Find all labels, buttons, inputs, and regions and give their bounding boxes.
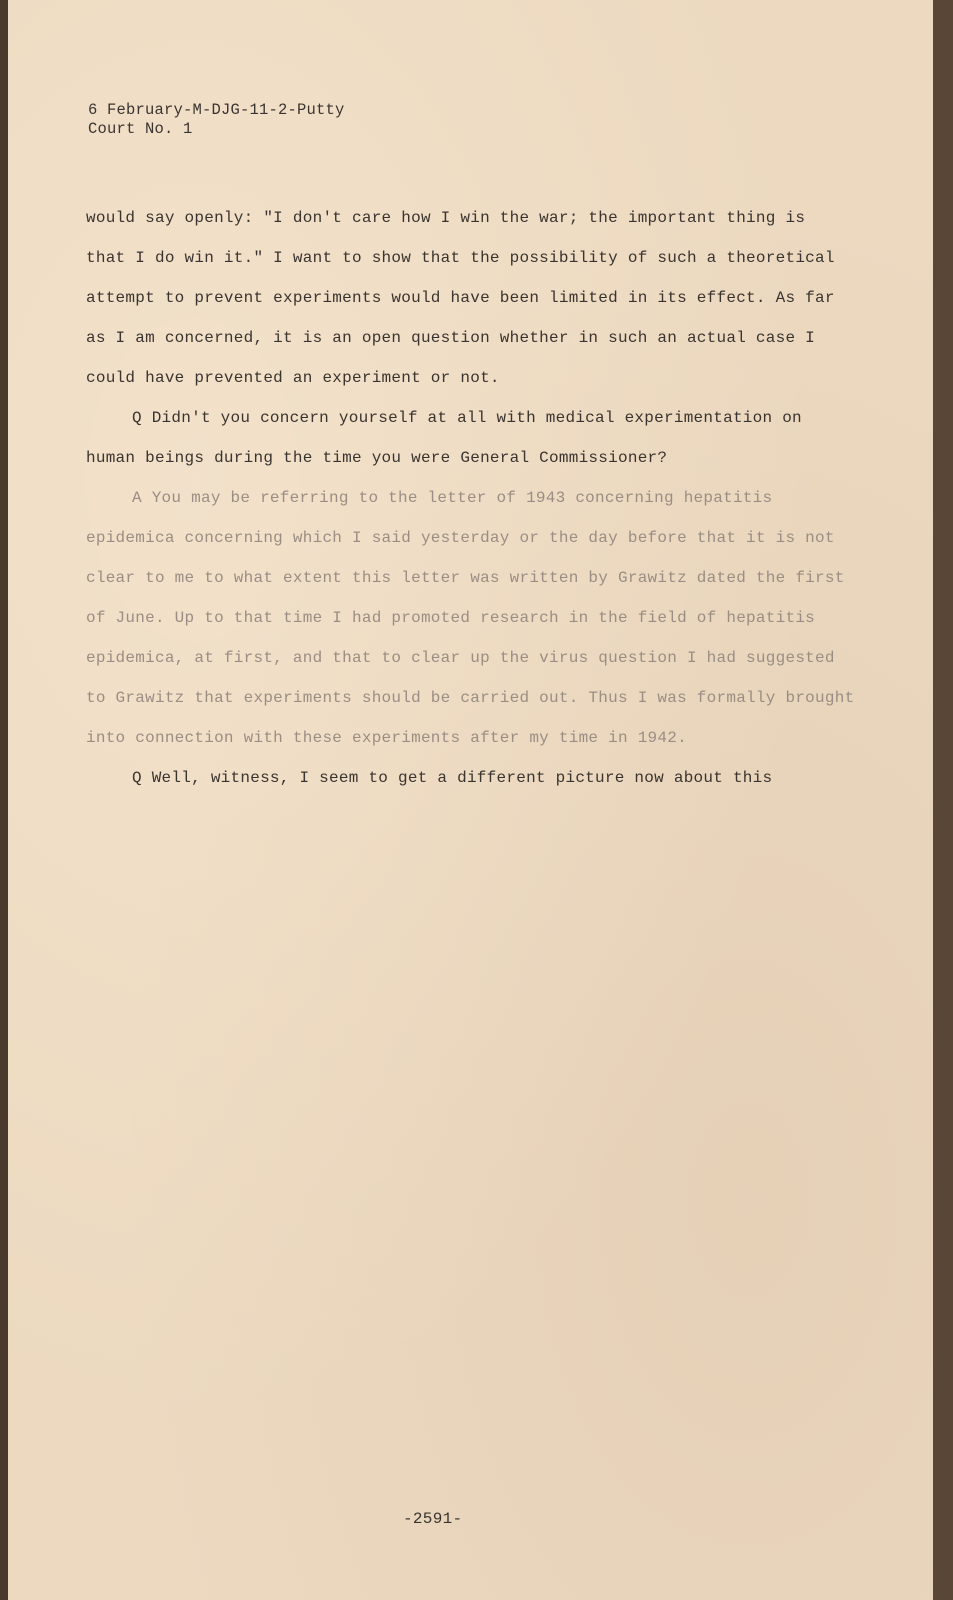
transcript-line: would say openly: "I don't care how I win the war; the important thing is [86,209,806,227]
question-line: Q Didn't you concern yourself at all with medical experimentation on [132,409,802,427]
document-page [8,0,933,1600]
transcript-line: to Grawitz that experiments should be carried out. Thus I was formally brought [86,689,855,707]
transcript-line: into connection with these experiments after my time in 1942. [86,729,687,747]
transcript-line: could have prevented an experiment or not. [86,369,500,387]
answer-line: A You may be referring to the letter of 1943 concerning hepatitis [132,489,773,507]
document-header [88,101,345,139]
page-number: -2591- [403,1510,463,1528]
transcript-line: as I am concerned, it is an open question whether in such an actual case I [86,329,816,347]
transcript-body [86,198,886,798]
transcript-line: clear to me to what extent this letter was written by Grawitz dated the first [86,569,845,587]
transcript-line: epidemica, at first, and that to clear up the virus question I had suggested [86,649,835,667]
transcript-line: that I do win it." I want to show that the possibility of such a theoretical [86,249,835,267]
header-court-line: Court No. 1 [88,120,193,138]
question-line: Q Well, witness, I seem to get a different picture now about this [132,769,773,787]
transcript-line: epidemica concerning which I said yesterday or the day before that it is not [86,529,835,547]
header-session-line: 6 February-M-DJG-11-2-Putty [88,101,345,119]
page-edge [933,0,953,1600]
transcript-line: human beings during the time you were General Commissioner? [86,449,668,467]
transcript-line: of June. Up to that time I had promoted research in the field of hepatitis [86,609,816,627]
transcript-line: attempt to prevent experiments would have been limited in its effect. As far [86,289,835,307]
